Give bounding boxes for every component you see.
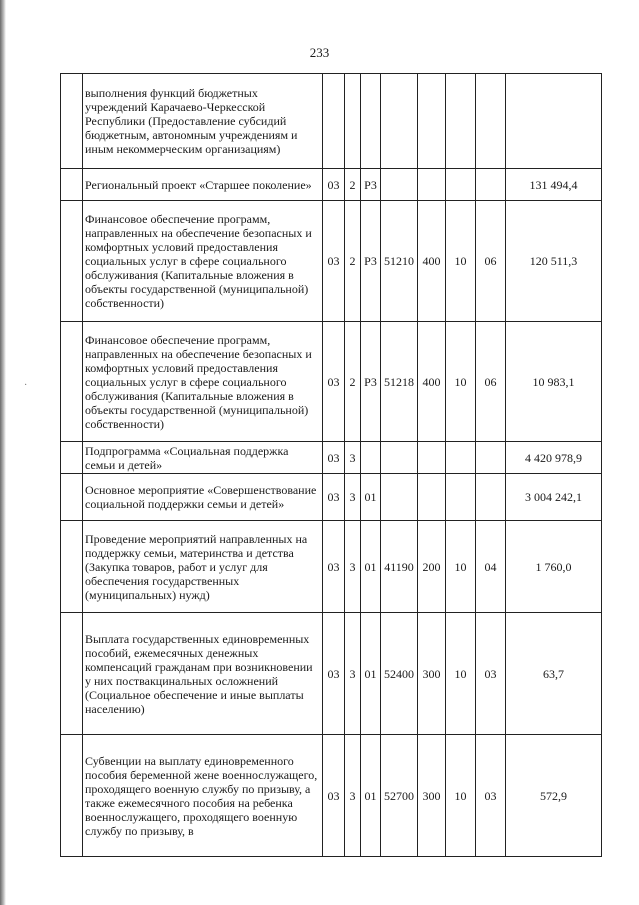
code-subsection: 06 [476, 322, 506, 442]
code-section: 10 [446, 613, 476, 735]
code-ps [361, 74, 381, 169]
row-name: Финансовое обеспечение программ, направленных на обеспечение безопасных и комфортных условий предоставления социальных услуг в сфере социального обслуживания (Капитальные вложения в объекты государственной (муниципальной) собственности) [83, 322, 323, 442]
code-vr [418, 74, 446, 169]
code-ps: P3 [361, 201, 381, 322]
code-gr: 03 [323, 521, 345, 613]
code-section [446, 74, 476, 169]
row-amount: 4 420 978,9 [506, 442, 602, 474]
code-pz: 3 [345, 521, 361, 613]
code-subsection [476, 74, 506, 169]
code-ps: 01 [361, 735, 381, 857]
code-section [446, 169, 476, 201]
row-marker-cell [61, 442, 83, 474]
code-gr: 03 [323, 735, 345, 857]
scan-binding-edge [0, 0, 6, 905]
code-cs: 51210 [381, 201, 418, 322]
row-name: Региональный проект «Старшее поколение» [83, 169, 323, 201]
row-name: Проведение мероприятий направленных на поддержку семьи, материнства и детства (Закупка товаров, работ и услуг для обеспечения государственных (муниципальных) нужд) [83, 521, 323, 613]
table-row [61, 735, 602, 857]
code-subsection [476, 169, 506, 201]
row-marker-cell [61, 322, 83, 442]
table-row [61, 322, 602, 442]
code-gr: 03 [323, 169, 345, 201]
code-subsection: 03 [476, 613, 506, 735]
code-cs [381, 442, 418, 474]
code-section [446, 474, 476, 521]
code-gr: 03 [323, 442, 345, 474]
code-ps: P3 [361, 169, 381, 201]
code-vr: 300 [418, 735, 446, 857]
table-row [61, 474, 602, 521]
code-pz: 3 [345, 613, 361, 735]
table-row [61, 169, 602, 201]
code-ps [361, 442, 381, 474]
code-gr: 03 [323, 322, 345, 442]
code-ps: 01 [361, 613, 381, 735]
scan-artifact: · [24, 380, 28, 391]
code-section: 10 [446, 201, 476, 322]
code-vr [418, 169, 446, 201]
code-cs [381, 74, 418, 169]
row-amount [506, 74, 602, 169]
code-vr: 300 [418, 613, 446, 735]
budget-table [60, 73, 602, 857]
code-cs [381, 169, 418, 201]
code-subsection [476, 474, 506, 521]
row-name: Подпрограмма «Социальная поддержка семьи и детей» [83, 442, 323, 474]
code-subsection [476, 442, 506, 474]
code-gr: 03 [323, 474, 345, 521]
code-cs: 41190 [381, 521, 418, 613]
code-cs: 51218 [381, 322, 418, 442]
code-subsection: 03 [476, 735, 506, 857]
code-ps: P3 [361, 322, 381, 442]
code-gr [323, 74, 345, 169]
code-pz: 3 [345, 735, 361, 857]
code-pz: 3 [345, 474, 361, 521]
row-amount: 1 760,0 [506, 521, 602, 613]
code-section [446, 442, 476, 474]
row-name: Основное мероприятие «Совершенствование социальной поддержки семьи и детей» [83, 474, 323, 521]
code-ps: 01 [361, 521, 381, 613]
row-amount: 572,9 [506, 735, 602, 857]
row-marker-cell [61, 474, 83, 521]
code-section: 10 [446, 322, 476, 442]
code-pz: 2 [345, 322, 361, 442]
table-row [61, 521, 602, 613]
row-marker-cell [61, 74, 83, 169]
code-pz: 2 [345, 169, 361, 201]
code-pz: 3 [345, 442, 361, 474]
row-amount: 10 983,1 [506, 322, 602, 442]
row-name: Субвенции на выплату единовременного пособия беременной жене военнослужащего, проходящего военную службу по призыву, а также ежемесячного пособия на ребенка военнослужащего, проходящего военную службу по призыву, в [83, 735, 323, 857]
page-number: 233 [309, 45, 330, 60]
code-vr [418, 442, 446, 474]
row-marker-cell [61, 521, 83, 613]
code-cs: 52700 [381, 735, 418, 857]
code-vr [418, 474, 446, 521]
code-gr: 03 [323, 613, 345, 735]
row-amount: 120 511,3 [506, 201, 602, 322]
code-pz [345, 74, 361, 169]
row-amount: 131 494,4 [506, 169, 602, 201]
row-marker-cell [61, 169, 83, 201]
table-row [61, 201, 602, 322]
table-row [61, 613, 602, 735]
code-subsection: 04 [476, 521, 506, 613]
row-marker-cell [61, 613, 83, 735]
row-name: Финансовое обеспечение программ, направленных на обеспечение безопасных и комфортных условий предоставления социальных услуг в сфере социального обслуживания (Капитальные вложения в объекты государственной (муниципальной) собственности) [83, 201, 323, 322]
code-section: 10 [446, 521, 476, 613]
row-marker-cell [61, 735, 83, 857]
table-row [61, 74, 602, 169]
row-name: Выплата государственных единовременных пособий, ежемесячных денежных компенсаций гражданам при возникновении у них поствакцинальных осложнений (Социальное обеспечение и иные выплаты населению) [83, 613, 323, 735]
code-vr: 400 [418, 201, 446, 322]
code-cs: 52400 [381, 613, 418, 735]
row-name: выполнения функций бюджетных учреждений Карачаево-Черкесской Республики (Предоставление субсидий бюджетным, автономным учреждениям и иным некоммерческим организациям) [83, 74, 323, 169]
row-marker-cell [61, 201, 83, 322]
code-section: 10 [446, 735, 476, 857]
code-pz: 2 [345, 201, 361, 322]
code-subsection: 06 [476, 201, 506, 322]
row-amount: 3 004 242,1 [506, 474, 602, 521]
table-row [61, 442, 602, 474]
code-vr: 200 [418, 521, 446, 613]
row-amount: 63,7 [506, 613, 602, 735]
code-vr: 400 [418, 322, 446, 442]
code-ps: 01 [361, 474, 381, 521]
code-gr: 03 [323, 201, 345, 322]
code-cs [381, 474, 418, 521]
